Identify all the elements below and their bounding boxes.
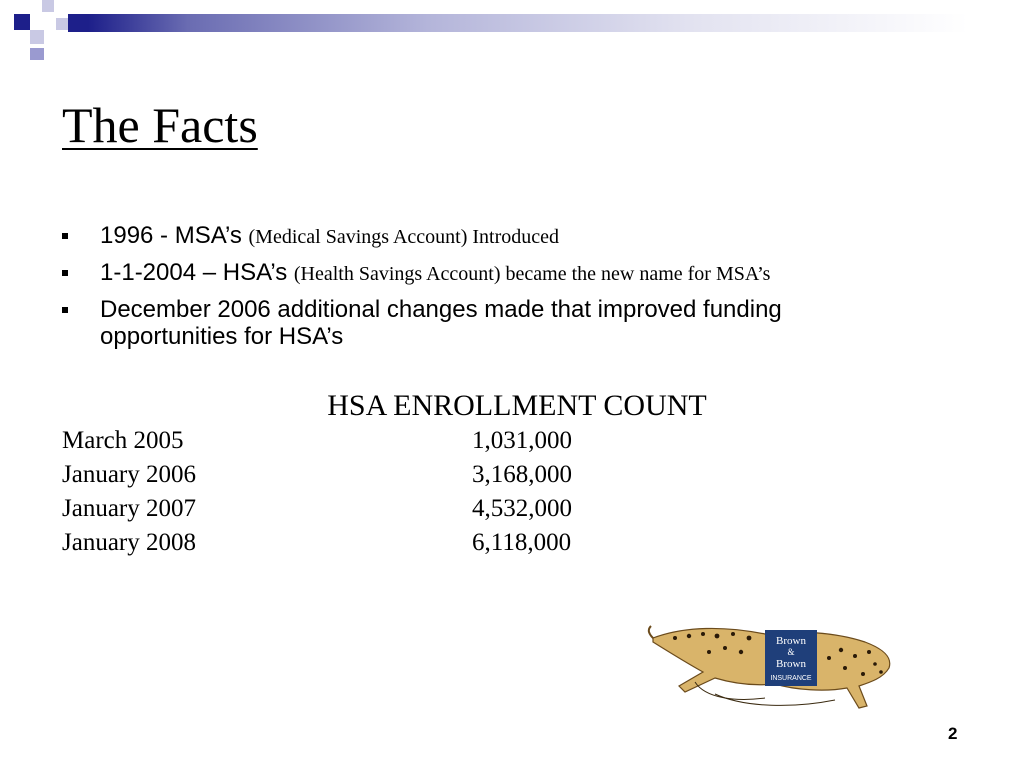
decor-square	[14, 14, 30, 30]
bullet-text-line: opportunities for HSA’s	[100, 323, 344, 350]
enrollment-section	[62, 388, 962, 560]
bullet-detail-text: (Medical Savings Account) Introduced	[248, 226, 559, 248]
logo-line1: Brown	[776, 635, 806, 647]
bullet-detail-text: (Health Savings Account) became the new name for MSA’s	[293, 263, 771, 285]
enrollment-date: January 2006	[62, 461, 196, 488]
enrollment-row	[62, 458, 962, 492]
enrollment-date: January 2008	[62, 529, 196, 556]
bullet-item	[62, 222, 962, 251]
bullet-item	[62, 259, 962, 288]
square-bullet-icon	[62, 307, 68, 313]
page-number: 2	[948, 724, 958, 743]
brown-and-brown-logo	[645, 612, 905, 722]
decor-square	[30, 48, 44, 60]
enrollment-heading: HSA ENROLLMENT COUNT	[327, 389, 707, 422]
bullet-item	[62, 296, 962, 350]
bullet-main-text: 1996 - MSA’s	[100, 222, 242, 249]
enrollment-count: 3,168,000	[472, 461, 572, 488]
bullet-main-text: 1-1-2004 – HSA’s	[100, 259, 288, 286]
square-bullet-icon	[62, 270, 68, 276]
decor-square	[56, 18, 68, 30]
enrollment-count: 4,532,000	[472, 495, 572, 522]
slide-title: The Facts	[62, 97, 258, 153]
enrollment-count: 1,031,000	[472, 427, 572, 454]
logo-amp: &	[787, 647, 795, 657]
enrollment-row	[62, 424, 962, 458]
enrollment-date: March 2005	[62, 427, 184, 454]
bullet-list	[62, 222, 962, 358]
header-gradient-bar	[68, 14, 1024, 32]
brand-badge	[765, 630, 817, 686]
enrollment-date: January 2007	[62, 495, 196, 522]
logo-line3: INSURANCE	[770, 675, 812, 682]
decor-square	[30, 30, 44, 44]
enrollment-row	[62, 526, 962, 560]
bullet-text-line: December 2006 additional changes made that improved funding	[100, 296, 782, 323]
enrollment-count: 6,118,000	[472, 529, 572, 556]
logo-line2: Brown	[776, 658, 806, 670]
decor-square	[42, 0, 54, 12]
enrollment-row	[62, 492, 962, 526]
square-bullet-icon	[62, 233, 68, 239]
